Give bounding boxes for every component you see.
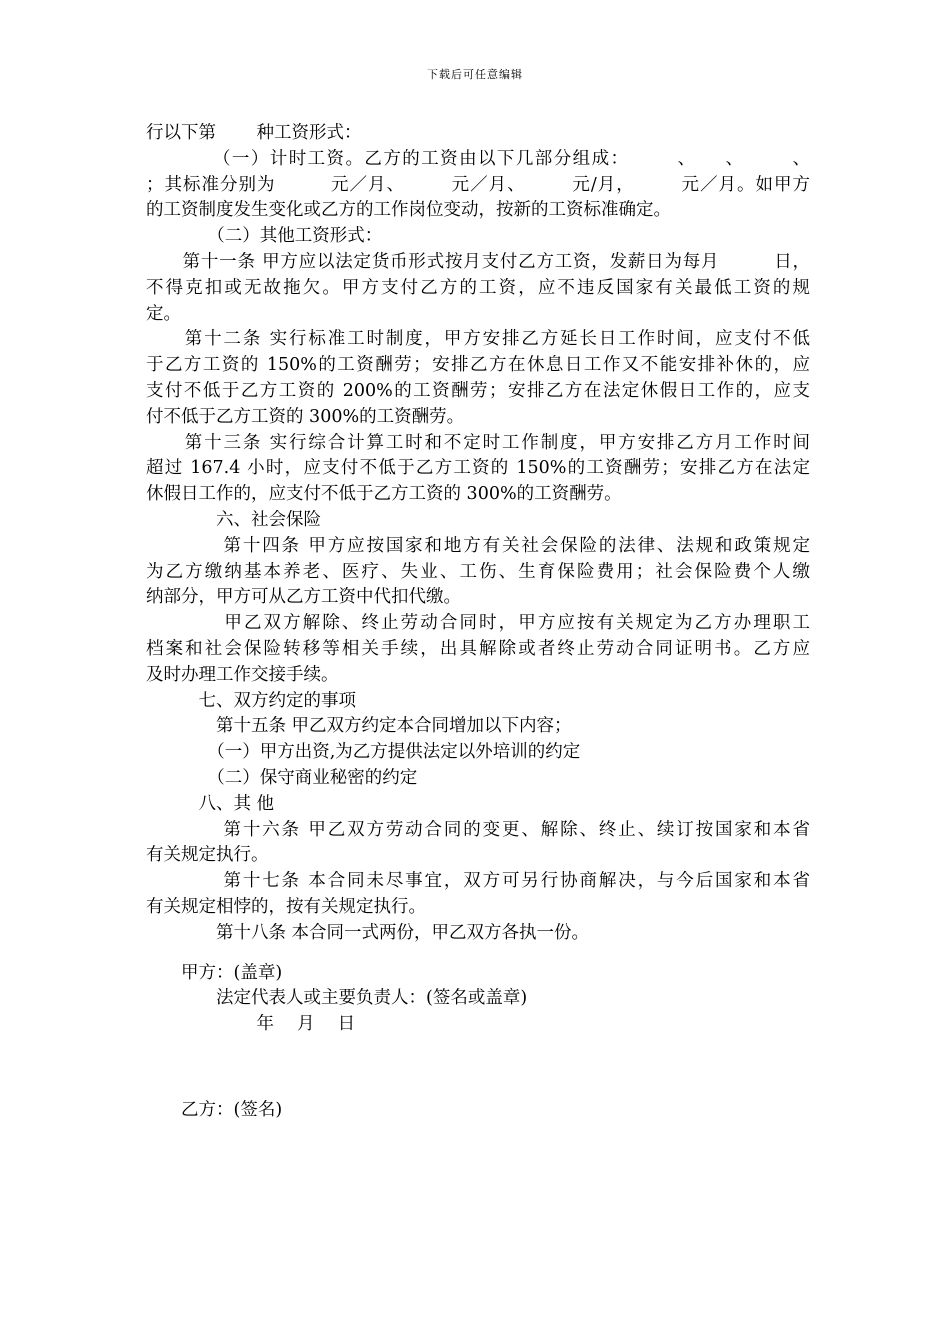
spacer [146, 1038, 810, 1098]
section-heading: 八、其 他 [146, 793, 275, 814]
body-line: 甲乙双方解除、终止劳动合同时，甲方应按有关规定为乙方办理职工 [146, 613, 810, 634]
body-line: 及时办理工作交接手续。 [146, 664, 339, 685]
body-line: 支付不低于乙方工资的 200%的工资酬劳；安排乙方在法定休假日工作的，应支 [146, 380, 810, 401]
contract-body [146, 121, 810, 1124]
body-line: （一）甲方出资,为乙方提供法定以外培训的约定 [146, 742, 581, 763]
body-line: 第十三条 实行综合计算工时和不定时工作制度，甲方安排乙方月工作时间 [146, 432, 810, 453]
body-line: 第十二条 实行标准工时制度，甲方安排乙方延长日工作时间，应支付不低 [146, 329, 810, 350]
body-line: 第十八条 本合同一式两份，甲乙双方各执一份。 [146, 922, 590, 943]
page-header-note: 下载后可任意编辑 [427, 68, 523, 81]
signature-representative: 法定代表人或主要负责人：(签名或盖章) [146, 988, 528, 1009]
body-line: （二）其他工资形式： [146, 226, 383, 247]
body-line: 不得克扣或无故拖欠。甲方支付乙方的工资，应不违反国家有关最低工资的规 [146, 277, 810, 298]
body-line: 第十一条 甲方应以法定货币形式按月支付乙方工资，发薪日为每月 日， [146, 251, 810, 272]
body-line: 超过 167.4 小时，应支付不低于乙方工资的 150%的工资酬劳；安排乙方在法定 [146, 458, 810, 479]
body-line: 休假日工作的，应支付不低于乙方工资的 300%的工资酬劳。 [146, 484, 622, 505]
body-line: 档案和社会保险转移等相关手续，出具解除或者终止劳动合同证明书。乙方应 [146, 638, 810, 659]
body-line: 于乙方工资的 150%的工资酬劳；安排乙方在休息日工作又不能安排补休的，应 [146, 355, 810, 376]
section-heading: 七、双方约定的事项 [146, 690, 356, 711]
body-line: 纳部分，甲方可从乙方工资中代扣代缴。 [146, 587, 461, 608]
spacer [146, 947, 810, 961]
section-heading: 六、社会保险 [146, 509, 321, 530]
signature-party-a: 甲方：(盖章) [146, 962, 283, 983]
signature-party-b: 乙方：(签名) [146, 1099, 283, 1120]
body-line: ；其标准分别为 元／月、 元／月、 元/月， 元／月。如甲方 [146, 174, 810, 195]
body-line: 付不低于乙方工资的 300%的工资酬劳。 [146, 406, 465, 427]
body-line: 行以下第 种工资形式： [146, 123, 362, 143]
body-line: 定。 [146, 303, 181, 324]
body-line: 有关规定相悖的，按有关规定执行。 [146, 896, 426, 917]
body-line: 有关规定执行。 [146, 845, 269, 866]
body-line: （一）计时工资。乙方的工资由以下几部分组成： 、 、 、 [146, 148, 810, 169]
body-line: 的工资制度发生变化或乙方的工作岗位变动，按新的工资标准确定。 [146, 200, 671, 221]
body-line: （二）保守商业秘密的约定 [146, 767, 418, 788]
body-line: 第十七条 本合同未尽事宜，双方可另行协商解决，与今后国家和本省 [146, 871, 810, 892]
body-line: 第十五条 甲乙双方约定本合同增加以下内容； [146, 716, 572, 737]
body-line: 为乙方缴纳基本养老、医疗、失业、工伤、生育保险费用；社会保险费个人缴 [146, 561, 810, 582]
signature-date: 年 月 日 [146, 1014, 356, 1035]
body-line: 第十六条 甲乙双方劳动合同的变更、解除、终止、续订按国家和本省 [146, 819, 810, 840]
body-line: 第十四条 甲方应按国家和地方有关社会保险的法律、法规和政策规定 [146, 535, 810, 556]
